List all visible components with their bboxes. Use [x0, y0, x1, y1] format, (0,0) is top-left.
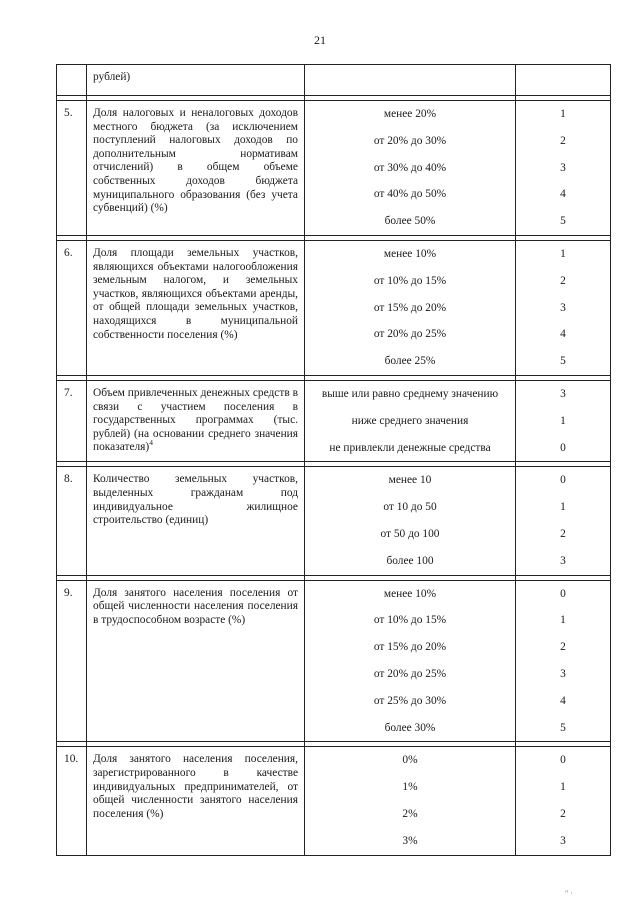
range-value: более 30% — [384, 721, 436, 734]
page-number: 21 — [314, 33, 326, 47]
score-value: 5 — [560, 355, 566, 368]
score-value: 1 — [560, 614, 566, 627]
range-value: от 40% до 50% — [373, 188, 447, 201]
indicator-name: Доля площади земельных участков, являющихся объектами налогообложения земельным налогом, и земельных участков, являющихся объектами аренды, от общей площади земельных участков, находящихся в муниципальной собственности поселения (%) — [93, 246, 298, 341]
indicator-name-cell — [87, 747, 305, 855]
range-cell — [305, 467, 516, 575]
row-number: 7. — [64, 386, 73, 399]
indicator-name: Доля занятого населения поселения, зарегистрированного в качестве индивидуальных предпринимателей, от общей численности занятого населения поселения (%) — [93, 753, 298, 820]
range-value: от 10% до 15% — [373, 274, 447, 287]
score-cell — [516, 580, 611, 742]
criteria-table — [56, 64, 611, 856]
score-value: 3 — [560, 387, 566, 400]
range-value: от 10 до 50 — [383, 501, 437, 514]
table-row-continuation — [57, 65, 611, 96]
score-value: 3 — [560, 554, 566, 567]
indicator-name: Доля налоговых и неналоговых доходов местного бюджета (за исключением поступлений налоговых доходов по дополнительным нормативам отчислений) в общем объеме собственных доходов бюджета муниципального образования (без учета субвенций) (%) — [93, 107, 298, 215]
range-value: от 25% до 30% — [373, 694, 447, 707]
score-value: 0 — [560, 474, 566, 487]
range-value: от 15% до 20% — [373, 641, 447, 654]
row-number-cell — [57, 240, 87, 375]
range-value: 0% — [402, 754, 418, 767]
score-value: 5 — [560, 215, 566, 228]
row-number-cell — [57, 467, 87, 575]
indicator-name: Объем привлеченных денежных средств в связи с участием поселения в государственных программах (тыс. рублей) (на основании среднего значения показателя) — [93, 386, 298, 454]
table-row — [57, 240, 611, 375]
indicator-name: рублей) — [93, 71, 131, 83]
footnote-marker: 4 — [149, 438, 153, 448]
range-cell — [305, 65, 516, 96]
score-value: 1 — [560, 414, 566, 427]
range-value: менее 10 — [388, 474, 432, 487]
range-cell — [305, 380, 516, 461]
score-value: 4 — [560, 694, 566, 707]
range-cell — [305, 580, 516, 742]
indicator-name-cell — [87, 101, 305, 236]
score-value: 1 — [560, 247, 566, 260]
score-value: 1 — [560, 501, 566, 514]
score-value: 3 — [560, 834, 566, 847]
range-cell — [305, 240, 516, 375]
score-value: 4 — [560, 328, 566, 341]
row-number-cell — [57, 380, 87, 461]
score-value: 3 — [560, 161, 566, 174]
range-cell — [305, 747, 516, 855]
row-number: 8. — [64, 473, 73, 486]
range-value: от 20% до 30% — [373, 134, 447, 147]
score-value: 2 — [560, 134, 566, 147]
indicator-name-cell — [87, 65, 305, 96]
table-row — [57, 580, 611, 742]
footer-mark: " · — [565, 889, 573, 898]
score-value: 2 — [560, 641, 566, 654]
range-value: от 20% до 25% — [373, 328, 447, 341]
row-number-cell — [57, 65, 87, 96]
score-value: 0 — [560, 587, 566, 600]
score-value: 4 — [560, 188, 566, 201]
row-number: 6. — [64, 246, 73, 259]
score-cell — [516, 65, 611, 96]
score-cell — [516, 380, 611, 461]
row-number-cell — [57, 747, 87, 855]
indicator-name-cell — [87, 467, 305, 575]
range-value: 1% — [402, 781, 418, 794]
score-value: 0 — [560, 441, 566, 454]
row-number-cell — [57, 580, 87, 742]
range-value: выше или равно среднему значению — [321, 387, 499, 400]
table-row — [57, 101, 611, 236]
indicator-name: Количество земельных участков, выделенных гражданам под индивидуальное жилищное строительство (единиц) — [93, 473, 298, 527]
score-value: 1 — [560, 781, 566, 794]
score-cell — [516, 240, 611, 375]
score-value: 2 — [560, 274, 566, 287]
range-value: менее 20% — [383, 108, 437, 120]
range-value: не привлекли денежные средства — [329, 441, 491, 454]
range-cell — [305, 101, 516, 236]
range-value: более 50% — [384, 215, 436, 228]
table-row — [57, 380, 611, 461]
range-value: от 20% до 25% — [373, 667, 447, 680]
score-value: 2 — [560, 807, 566, 820]
score-cell — [516, 467, 611, 575]
range-value: ниже среднего значения — [351, 414, 469, 427]
score-value: 0 — [560, 754, 566, 767]
row-number: 10. — [64, 753, 79, 766]
indicator-name-cell — [87, 580, 305, 742]
score-value: 1 — [560, 108, 566, 120]
row-number: 5. — [64, 107, 73, 119]
score-cell — [516, 101, 611, 236]
indicator-name-cell — [87, 380, 305, 461]
indicator-name: Доля занятого населения поселения от общей численности населения поселения в трудоспособном возрасте (%) — [93, 586, 298, 626]
range-value: менее 10% — [383, 247, 437, 260]
range-value: 3% — [402, 834, 418, 847]
range-value: более 25% — [384, 355, 436, 368]
score-cell — [516, 747, 611, 855]
criteria-table-body — [57, 65, 611, 856]
range-value: от 50 до 100 — [380, 527, 440, 540]
score-value: 3 — [560, 667, 566, 680]
row-number-cell — [57, 101, 87, 236]
range-value: 2% — [402, 807, 418, 820]
range-value: менее 10% — [383, 587, 437, 600]
range-value: от 30% до 40% — [373, 161, 447, 174]
table-row — [57, 467, 611, 575]
range-value: от 10% до 15% — [373, 614, 447, 627]
score-value: 5 — [560, 721, 566, 734]
indicator-name-cell — [87, 240, 305, 375]
range-value: более 100 — [386, 554, 434, 567]
range-value: от 15% до 20% — [373, 301, 447, 314]
score-value: 2 — [560, 527, 566, 540]
table-row — [57, 747, 611, 855]
score-value: 3 — [560, 301, 566, 314]
row-number: 9. — [64, 586, 73, 599]
